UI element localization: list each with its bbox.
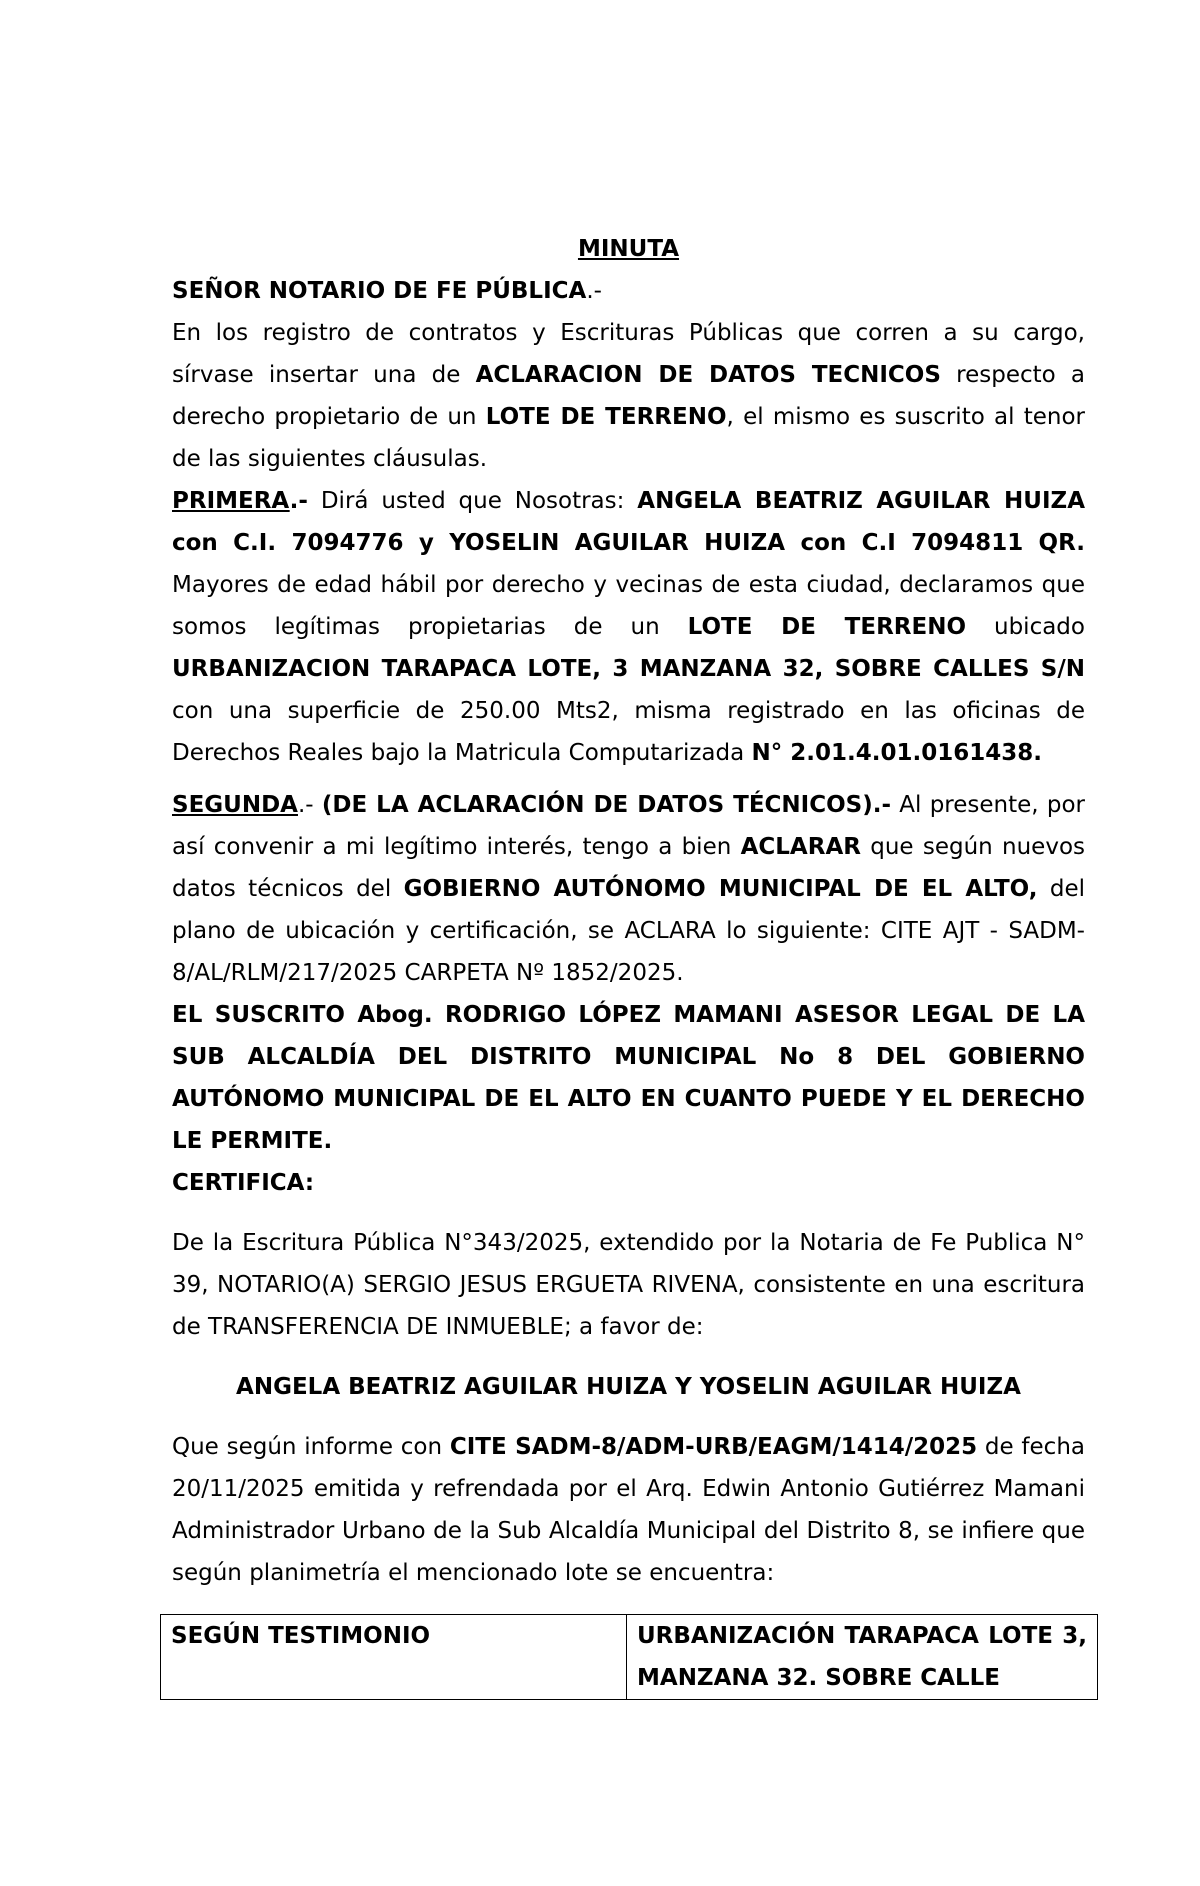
informe-paragraph: Que según informe con CITE SADM-8/ADM-URB/EAGM/1414/2025 de fecha 20/11/2025 emitida y refrendada por el Arq. Edwin Antonio Gutiérrez Mamani Administrador Urbano de la Sub Alcaldía Municipal del Distrito 8, se infiere que según planimetría el mencionado lote se encuentra: xyxy=(172,1434,1085,1586)
location-table xyxy=(160,1614,1098,1700)
document-page xyxy=(172,228,1085,1700)
table-cell-value: URBANIZACIÓN TARAPACA LOTE 3, MANZANA 32. SOBRE CALLE xyxy=(627,1615,1098,1700)
table-cell-label: SEGÚN TESTIMONIO xyxy=(161,1615,627,1700)
intro-paragraph: En los registro de contratos y Escrituras Públicas que corren a su cargo, sírvase insertar una de ACLARACION DE DATOS TECNICOS respecto a derecho propietario de un LOTE DE TERRENO, el mismo es suscrito al tenor de las siguientes cláusulas. xyxy=(172,320,1085,472)
suscrito-paragraph: EL SUSCRITO Abog. RODRIGO LÓPEZ MAMANI ASESOR LEGAL DE LA SUB ALCALDÍA DEL DISTRITO MUNICIPAL No 8 DEL GOBIERNO AUTÓNOMO MUNICIPAL DE EL ALTO EN CUANTO PUEDE Y EL DERECHO LE PERMITE. xyxy=(172,1002,1085,1154)
clause-primera: PRIMERA.- Dirá usted que Nosotras: ANGELA BEATRIZ AGUILAR HUIZA con C.I. 7094776 y YOSELIN AGUILAR HUIZA con C.I 7094811 QR. Mayores de edad hábil por derecho y vecinas de esta ciudad, declaramos que somos legítimas propietarias de un LOTE DE TERRENO ubicado URBANIZACION TARAPACA LOTE, 3 MANZANA 32, SOBRE CALLES S/N con una superficie de 250.00 Mts2, misma registrado en las oficinas de Derechos Reales bajo la Matricula Computarizada N° 2.01.4.01.0161438. xyxy=(172,488,1085,766)
certifica-heading: CERTIFICA: xyxy=(172,1170,315,1196)
clause-segunda: SEGUNDA.- (DE LA ACLARACIÓN DE DATOS TÉCNICOS).- Al presente, por así convenir a mi legítimo interés, tengo a bien ACLARAR que según nuevos datos técnicos del GOBIERNO AUTÓNOMO MUNICIPAL DE EL ALTO, del plano de ubicación y certificación, se ACLARA lo siguiente: CITE AJT - SADM-8/AL/RLM/217/2025 CARPETA Nº 1852/2025. xyxy=(172,792,1086,986)
table-row xyxy=(161,1615,1098,1700)
salutation: SEÑOR NOTARIO DE FE PÚBLICA.- xyxy=(172,278,602,304)
escritura-paragraph: De la Escritura Pública N°343/2025, extendido por la Notaria de Fe Publica N° 39, NOTARIO(A) SERGIO JESUS ERGUETA RIVENA, consistente en una escritura de TRANSFERENCIA DE INMUEBLE; a favor de: xyxy=(172,1230,1085,1340)
document-title: MINUTA xyxy=(577,236,680,262)
beneficiarias-line: ANGELA BEATRIZ AGUILAR HUIZA Y YOSELIN AGUILAR HUIZA xyxy=(236,1374,1021,1400)
